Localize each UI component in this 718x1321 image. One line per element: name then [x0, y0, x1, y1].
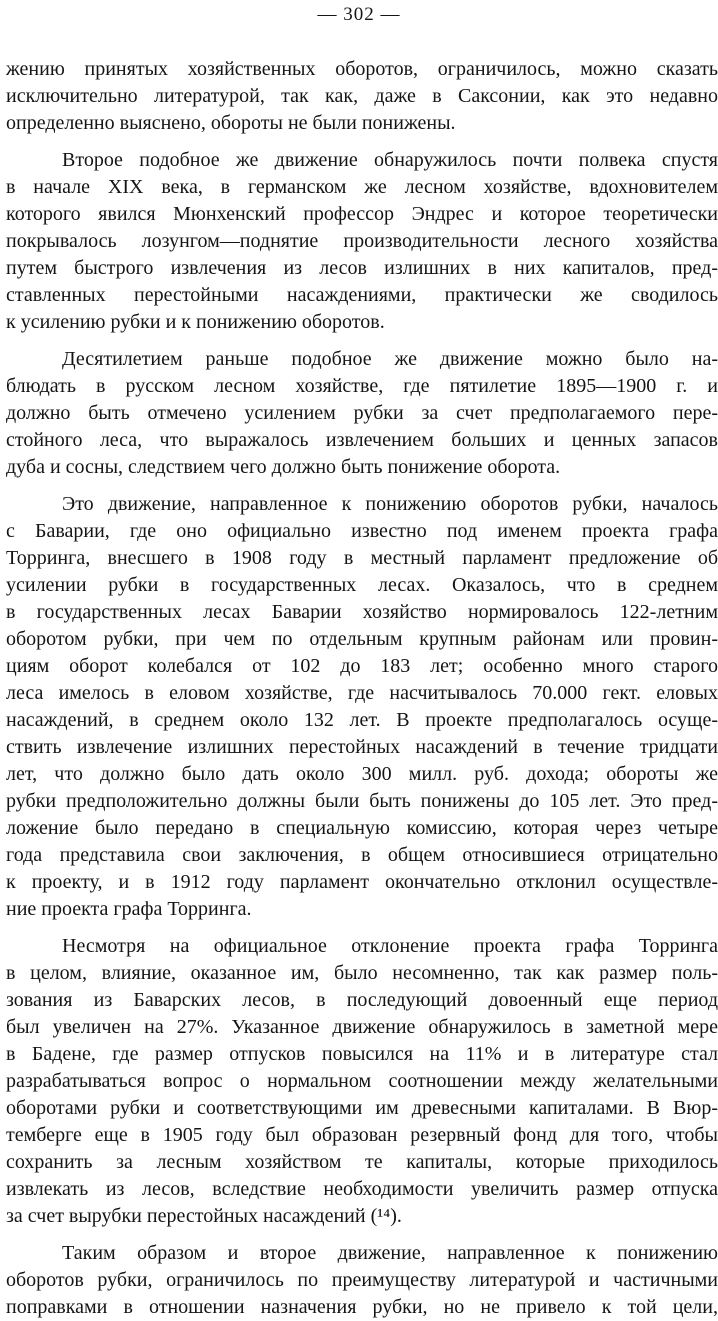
- text-line: дуба и сосны, следствием чего должно быть понижение оборота.: [6, 456, 561, 478]
- text-line: в начале XIX века, в германском же лесном хозяйстве, вдохновителем: [6, 176, 718, 198]
- text-line: леса имелось в еловом хозяйстве, где насчитывалось 70.000 гект. еловых: [6, 682, 718, 704]
- text-line: циям оборот колебался от 102 до 183 лет; особенно много старого: [6, 655, 718, 677]
- text-line: лет, что должно было дать около 300 милл. руб. дохода; обороты же: [6, 763, 718, 785]
- text-line: Торринга, внесшего в 1908 году в местный парламент предложение об: [6, 547, 718, 569]
- text-line: разрабатываться вопрос о нормальном соотношении между желательными: [6, 1070, 718, 1092]
- text-line: исключительно литературой, так как, даже в Саксонии, как это недавно: [6, 85, 718, 107]
- text-line: должно быть отмечено усилением рубки за счет предполагаемого пере-: [6, 402, 718, 424]
- text-line: ставленных перестойными насаждениями, практически же сводилось: [6, 284, 718, 306]
- text-line: был увеличен на 27%. Указанное движение обнаружилось в заметной мере: [6, 1016, 718, 1038]
- text-line: зования из Баварских лесов, в последующий довоенный еще период: [6, 989, 718, 1011]
- text-line: за счет вырубки перестойных насаждений (¹⁴).: [6, 1205, 402, 1227]
- text-line: рубки предположительно должны были быть понижены до 105 лет. Это пред-: [6, 790, 718, 812]
- text-line: оборотом рубки, при чем по отдельным крупным районам или провин-: [6, 628, 718, 650]
- text-line: блюдать в русском лесном хозяйстве, где пятилетие 1895—1900 г. и: [6, 375, 718, 397]
- text-line: к усилению рубки и к понижению оборотов.: [6, 311, 385, 333]
- text-line: оборотов рубки, ограничилось по преимуществу литературой и частичными: [6, 1269, 718, 1291]
- text-line: оборотами рубки и соответствующими им древесными капиталами. В Вюр-: [6, 1097, 718, 1119]
- text-line: усилении рубки в государственных лесах. Оказалось, что в среднем: [6, 574, 718, 596]
- text-line: Таким образом и второе движение, направленное к понижению: [62, 1242, 718, 1264]
- text-line: с Баварии, где оно официально известно под именем проекта графа: [6, 520, 718, 542]
- body-text: [6, 56, 718, 1321]
- text-line: путем быстрого извлечения из лесов излишних в них капиталов, пред-: [6, 257, 718, 279]
- text-line: покрывалось лозунгом—поднятие производительности лесного хозяйства: [6, 230, 718, 252]
- text-line: стойного леса, что выражалось извлечением больших и ценных запасов: [6, 429, 718, 451]
- text-line: насаждений, в среднем около 132 лет. В проекте предполагалось осуще-: [6, 709, 718, 731]
- text-line: определенно выяснено, обороты не были понижены.: [6, 112, 456, 134]
- text-line: в Бадене, где размер отпусков повысился на 11% и в литературе стал: [6, 1043, 718, 1065]
- text-line: сохранить за лесным хозяйством те капиталы, которые приходилось: [6, 1151, 718, 1173]
- text-line: Десятилетием раньше подобное же движение можно было на-: [62, 348, 718, 370]
- text-line: в целом, влияние, оказанное им, было несомненно, так как размер поль-: [6, 962, 718, 984]
- text-line: поправками в отношении назначения рубки, но не привело к той цели,: [6, 1296, 718, 1318]
- text-line: Это движение, направленное к понижению оборотов рубки, началось: [62, 493, 718, 515]
- text-line: ствить извлечение излишних перестойных насаждений в течение тридцати: [6, 736, 718, 758]
- text-line: жению принятых хозяйственных оборотов, ограничилось, можно сказать: [6, 58, 718, 80]
- page-number: — 302 —: [317, 4, 401, 25]
- text-line: к проекту, и в 1912 году парламент окончательно отклонил осуществле-: [6, 871, 718, 893]
- text-line: которого явился Мюнхенский профессор Эндрес и которое теоретически: [6, 203, 718, 225]
- text-line: года представила свои заключения, в общем относившиеся отрицательно: [6, 844, 718, 866]
- text-line: темберге еще в 1905 году был образован резервный фонд для того, чтобы: [6, 1124, 718, 1146]
- text-line: в государственных лесах Баварии хозяйство нормировалось 122-летним: [6, 601, 718, 623]
- text-line: ние проекта графа Торринга.: [6, 898, 252, 920]
- text-line: Несмотря на официальное отклонение проекта графа Торринга: [62, 935, 718, 957]
- text-line: ложение было передано в специальную комиссию, которая через четыре: [6, 817, 718, 839]
- text-line: Второе подобное же движение обнаружилось почти полвека спустя: [62, 149, 718, 171]
- text-line: извлекать из лесов, вследствие необходимости увеличить размер отпуска: [6, 1178, 718, 1200]
